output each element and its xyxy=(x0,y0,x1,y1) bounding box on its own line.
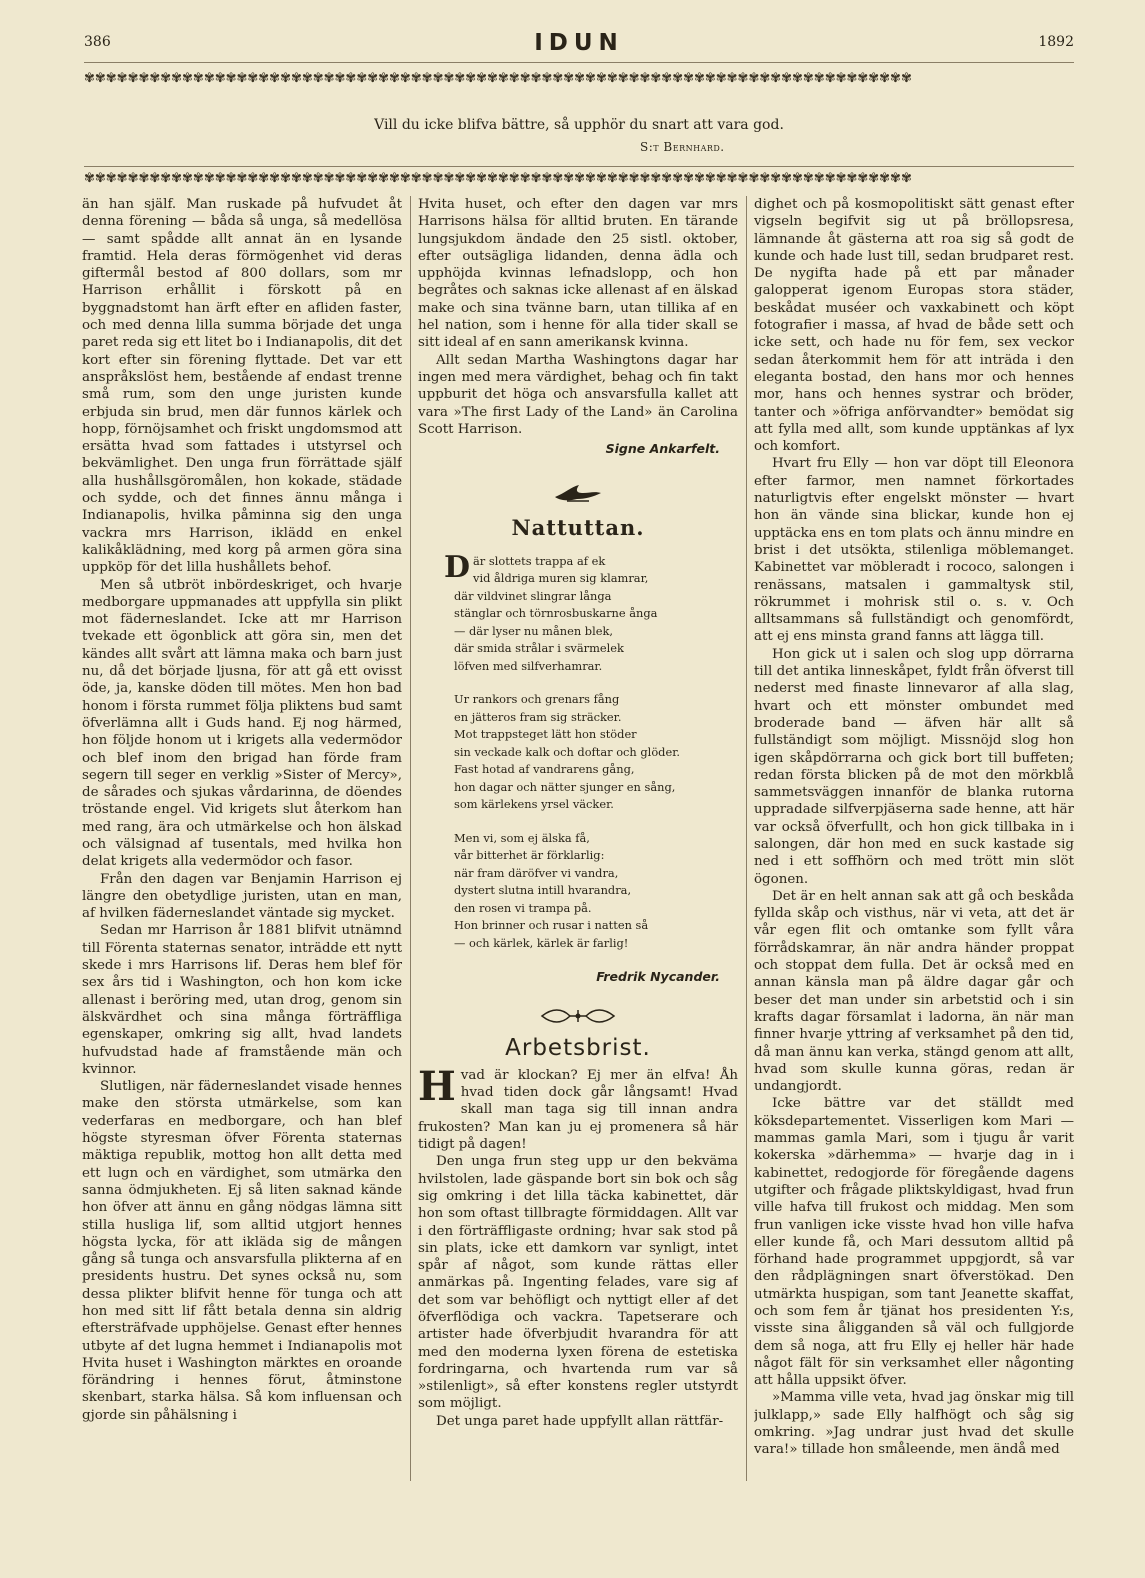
poem-line: Ur rankors och grenars fång xyxy=(454,692,620,707)
column-2 xyxy=(418,196,738,1486)
story-title: Arbetsbrist. xyxy=(505,1034,651,1061)
article-paragraph: Allt sedan Martha Washingtons dagar har ingen med mera värdighet, behag och fin takt uppburit det höga och ansvarsfulla kallet att vara »The first Lady of the Land» än Carolina Scott Harrison. xyxy=(418,352,738,437)
poem-line: där smida strålar i svärmelek xyxy=(454,641,624,656)
poet-signature: Fredrik Nycander. xyxy=(596,969,720,985)
poem-line: hon dagar och nätter sjunger en sång, xyxy=(454,779,676,794)
article-paragraph: Sedan mr Harrison år 1881 blifvit utnämnd till Förenta staternas senator, inträdde ett nytt skede i mrs Harrisons lif. Deras hem blef för sex års tid i Washington, och hon kom icke allenast i beröring med, utan drog, genom sin älskvärdhet och sina många förträffliga egenskaper, omkring sig allt, hvad landets hufvudstad hade af framstående män och kvinnor. xyxy=(82,923,402,1077)
page-header xyxy=(84,28,1074,63)
article-paragraph: Men så utbröt inbördeskriget, och hvarje medborgare uppmanades att uppfylla sin plikt mot fäderneslandet. Icke att mr Harrison tvekade ett ögonblick att göra sin, men det kändes allt svårt att lämna maka och barn just nu, då det började ljusna, för att gå ett ovisst öde, ja, kanske döden till mötes. Men hon bad honom i första rummet följa pliktens bud samt öfverlämna allt i Guds hand. Ej nog härmed, hon följde honom ut i krigets alla vedermödor och blef inom den brigad han förde fram segern till seger en verklig »Sister of Mercy», de sårades och sjukas vårdarinna, de döendes tröstande engel. Vid krigets slut återkom han med rang, ära och utmärkelse och hon älskad och välsignad af tusentals, med hvilka hon delat krigets alla vedermödor och fasor. xyxy=(82,577,402,870)
poem-line: — där lyser nu månen blek, xyxy=(454,623,614,638)
poem-line: — och kärlek, kärlek är farlig! xyxy=(454,935,629,950)
article-paragraph: Hvita huset, och efter den dagen var mrs Harrisons hälsa för alltid bruten. En tärande lungsjukdom ändade den 25 sistl. oktober, efter outsägliga lidanden, denna ädla och upphöjda kvinnas lefnadslopp, och hon begråtes och saknas icke allenast af en älskad make och sina tvänne barn, utan tillika af en hel nation, som i henne för alla tider skall se sitt ideal af en sann amerikansk kvinna. xyxy=(418,197,738,351)
story-dropcap: H xyxy=(418,1062,456,1110)
page-year: 1892 xyxy=(1038,34,1074,50)
story-paragraph: »Mamma ville veta, hvad jag önskar mig till julklapp,» sade Elly halfhögt och såg sig omkring. »Jag undrar just hvad det skulle vara!» tillade hon småleende, men ändå med xyxy=(754,1390,1074,1458)
poem-line: en jätteros fram sig sträcker. xyxy=(454,709,622,724)
poem-line: stänglar och törnrosbuskarne ånga xyxy=(454,606,658,621)
story-paragraph: Hvart fru Elly — hon var döpt till Eleonora efter farmor, men namnet förkortades naturligtvis efter engelskt mönster — hvart hon än vände sina blickar, kunde hon ej upptäcka ens en tom plats och ännu mindre en brist i det utsökta, stilenliga möblemanget. Kabinettet var möbleradt i rococo, salongen i renässans, matsalen i gammaltysk stil, rökrummet i mohrisk stil o. s. v. Och alltsammans så fullständigt och genomfördt, att ej ens minsta grand fanns att lägga till. xyxy=(754,456,1074,645)
story-paragraph: Det är en helt annan sak att gå och beskåda fyllda skåp och visthus, när vi veta, att det är vår egen flit och omtanke som fyllt våra förrådskamrar, än när andra händer proppat och stoppat dem fulla. Det är också med en annan känsla man på äldre dagar går och beser det man under sin arbetstid och i sin krafts dagar församlat i ladorna, än när man finner hvarje yttring af verksamhet på den tid, då man ännu kan verka, stängd genom att allt, hvad som skulle kunna göras, redan är undangjordt. xyxy=(754,888,1074,1095)
column-3 xyxy=(754,196,1074,1486)
poem-line: Fast hotad af vandrarens gång, xyxy=(454,762,635,777)
ornament-border-top: ✾✾✾✾✾✾✾✾✾✾✾✾✾✾✾✾✾✾✾✾✾✾✾✾✾✾✾✾✾✾✾✾✾✾✾✾✾✾✾✾✾✾✾✾✾✾✾✾✾✾✾✾✾✾✾✾✾✾✾✾✾✾✾✾✾✾✾✾✾✾✾✾✾✾✾✾ xyxy=(84,72,912,86)
poem-dropcap: D xyxy=(444,549,471,585)
story-paragraph: Den unga frun steg upp ur den bekväma hvilstolen, lade gäspande bort sin bok och såg sig omkring i det lilla täcka kabinettet, där hon som oftast tillbragte förmiddagen. Allt var i den förträffligaste ordning; hvar sak stod på sin plats, icke ett damkorn var synligt, intet spår af något, som kunde rättas eller anmärkas på. Ingenting felades, vare sig af det som var behöfligt och nyttigt eller af det öfverflödiga och vackra. Tapetserare och artister hade öfverbjudit hvarandra för att med den moderna lyxen förena de estetiska fordringarna, och hvartenda rum var så »stilenligt», så efter konstens regler utstyrdt som möjligt. xyxy=(418,1154,738,1412)
author-signature: Signe Ankarfelt. xyxy=(605,441,720,457)
column-1 xyxy=(82,196,402,1486)
article-paragraph: Slutligen, när fäderneslandet visade hennes make den största utmärkelse, som kan vederfaras en medborgare, och han blef högste styresman öfver Förenta staternas mäktiga republik, mottog hon allt detta med ett lugn och en värdighet, som utmärka den sanna ödmjukheten. Ej så liten saknad kände hon öfver att ännu en gång nödgas lämna sitt stilla husliga lif, som alltid utgjort hennes högsta lycka, för att ikläda sig de mången gång så tunga och ansvarsfulla plikterna af en presidents hustru. Det synes också nu, som dessa plikter blifvit henne för tunga och att hon med sitt lif fått betala denna sin aldrig eftersträfvade upphöjelse. Genast efter hennes utbyte af det lugna hemmet i Indianapolis mot Hvita huset i Washington märktes en oroande förändring i hennes förut, åtminstone skenbart, starka hälsa. Så kom influensan och gjorde sin påhälsning i xyxy=(82,1079,402,1423)
poem-stanza xyxy=(444,549,738,676)
motto-source: S:t Bernhard. xyxy=(640,140,725,154)
poem-line: Hon brinner och rusar i natten så xyxy=(454,918,649,933)
story-paragraph: Det unga paret hade uppfyllt allan rättfär- xyxy=(436,1413,724,1429)
poem-line: när fram däröfver vi vandra, xyxy=(454,865,619,880)
column-rule-1 xyxy=(410,196,411,1481)
poem-line: Men vi, som ej älska få, xyxy=(454,830,590,845)
poem-line: sin veckade kalk och doftar och glöder. xyxy=(454,744,681,759)
poem-stanza xyxy=(454,691,738,814)
story-paragraph: dighet och på kosmopolitiskt sätt genast efter vigseln begifvit sig ut på bröllopsresa, lämnande åt gästerna att roa sig så godt de kunde och hade lust till, sedan brudparet rest. De nygifta hade på ett par månader galopperat igenom Europas stora städer, beskådat muséer och vaxkabinett och köpt fotografier i massa, af hvad de både sett och icke sett, och hade nu för fem, sex veckor sedan återkommit hem för att inträda i den eleganta bostad, den hans mor och hennes mor, hans och hennes systrar och bröder, tanter och »öfriga anförvandter» bemödat sig att fylla med allt, som kunde upptänkas af lyx och komfort. xyxy=(754,197,1074,455)
article-paragraph: än han själf. Man ruskade på hufvudet åt denna förening — båda så unga, så medellösa — samt spådde allt annat än en lysande framtid. Hela deras förmögenhet vid deras giftermål bestod af 800 dollars, som mr Harrison erhållit i förskott på en byggnadstomt han ärft efter en afliden faster, och med denna lilla summa började det unga paret reda sig ett litet bo i Indianapolis, dit det kort efter sin förening flyttade. Det var ett anspråkslöst hem, bestående af endast trenne små rum, som den unge juristen kunde erbjuda sin brud, men där funnos kärlek och hopp, förnöjsamhet och friskt ungdomsmod att ersätta hvad som fattades i utstyrsel och bekvämlighet. Den unga frun förrättade själf alla hushållsgöromålen, hon kokade, städade och sydde, och det finnes ännu många i Indianapolis, hvilka påminna sig den unga vackra mrs Harrison, iklädd en enkel kalikåklädning, med korg på armen göra sina uppköp för det lilla hushållets behof. xyxy=(82,197,402,576)
page-number: 386 xyxy=(84,34,111,50)
bird-vignette-icon xyxy=(553,481,603,507)
poem-line: dystert slutna intill hvarandra, xyxy=(454,883,632,898)
poem-title: Nattuttan. xyxy=(511,515,645,541)
story-paragraph: Hon gick ut i salen och slog upp dörrarna till det antika linneskåpet, fyldt från öfverst till nederst med finaste linnevaror af alla slag, hvart och ett mönster ombundet med broderade band — äfven här allt så fullständigt som möjligt. Missnöjd slog hon igen skåpdörrarna och gick bort till buffeten; redan första blicken på de mot den mörkblå sammetsväggen innanför de blanka rutorna uppradade silfverpjäserna sade henne, att här var också öfverfullt, och hon gick tillbaka in i salongen, där hon med en suck kastade sig ned i ett soffhörn och med trött min slöt ögonen. xyxy=(754,646,1074,887)
poem-line: vår bitterhet är förklarlig: xyxy=(454,848,605,863)
column-rule-2 xyxy=(746,196,747,1481)
story-paragraph: Icke bättre var det ställdt med köksdepartementet. Visserligen kom Mari — mammas gamla Mari, som i tjugu år varit kokerska »därhemma» — hvarje dag in i kabinettet, redogjorde för föregående dagens utgifter och frågade pliktskyldigast, hvad frun ville hafva till frukost och middag. Men som frun vanligen icke visste hvad hon ville hafva eller kunde få, och Mari dessutom alltid på förhand hade programmet uppgjordt, så var den rådplägningen snart öfverstökad. Den utmärkta huspigan, som tant Jeanette skaffat, och som fem år tjänat hos presidenten Y:s, visste sina åligganden så väl och fullgjorde dem så noga, att fru Elly ej heller här hade något fält för sin verksamhet eller någonting att hålla uppsikt öfver. xyxy=(754,1096,1074,1389)
poem-line: Mot trappsteget lätt hon stöder xyxy=(454,727,637,742)
poem xyxy=(444,549,738,953)
poem-line: är slottets trappa af ek xyxy=(473,553,606,568)
story-paragraph-text: vad är klockan? Ej mer än elfva! Åh hvad tiden dock går långsamt! Hvad skall man taga sig till innan andra frukosten? Man kan ju ej promenera så här tidigt på dagen! xyxy=(418,1067,738,1153)
poem-line: den rosen vi trampa på. xyxy=(454,900,592,915)
article-paragraph: Från den dagen var Benjamin Harrison ej längre den obetydlige juristen, utan en man, af hvilken fäderneslandet väntade sig mycket. xyxy=(82,871,402,922)
ornament-border-middle: ✾✾✾✾✾✾✾✾✾✾✾✾✾✾✾✾✾✾✾✾✾✾✾✾✾✾✾✾✾✾✾✾✾✾✾✾✾✾✾✾✾✾✾✾✾✾✾✾✾✾✾✾✾✾✾✾✾✾✾✾✾✾✾✾✾✾✾✾✾✾✾✾✾✾✾✾ xyxy=(84,172,912,186)
poem-line: vid åldriga muren sig klamrar, xyxy=(473,571,649,586)
poem-stanza xyxy=(454,830,738,953)
divider-rule xyxy=(84,166,1074,167)
poem-line: löfven med silfverhamrar. xyxy=(454,658,603,673)
ornament-vignette-icon xyxy=(538,1006,618,1026)
poem-line: där vildvinet slingrar långa xyxy=(454,588,612,603)
poem-line: som kärlekens yrsel väcker. xyxy=(454,797,614,812)
story-paragraph xyxy=(418,1062,738,1153)
motto-text: Vill du icke blifva bättre, så upphör du snart att vara god. xyxy=(374,117,784,133)
journal-title: IDUN xyxy=(534,30,624,56)
